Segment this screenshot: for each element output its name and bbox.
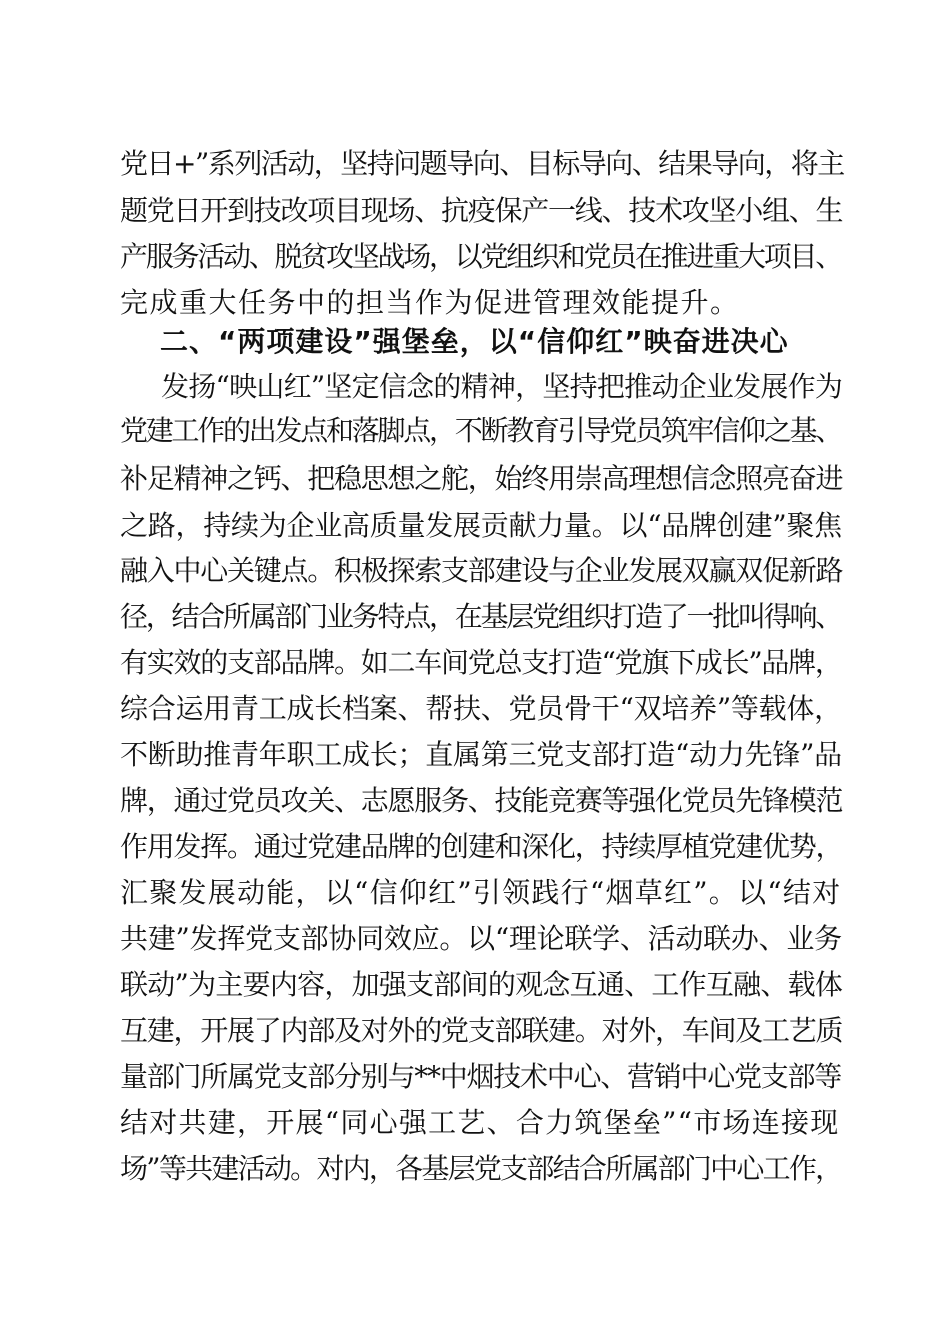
paragraph-line: 完成重大任务中的担当作为促进管理效能提升。	[120, 286, 740, 319]
paragraph-line: 综合运用青工成长档案、帮扶、党员骨干“双培养”等载体，	[120, 692, 842, 725]
paragraph-line: 牌，通过党员攻关、志愿服务、技能竞赛等强化党员先锋模范	[120, 784, 843, 817]
paragraph-line: 发扬“映山红”坚定信念的精神，坚持把推动企业发展作为	[161, 370, 843, 403]
paragraph-line: 融入中心关键点。积极探索支部建设与企业发展双赢双促新路	[120, 554, 843, 587]
paragraph-line: 共建”发挥党支部协同效应。以“理论联学、活动联办、业务	[120, 922, 842, 955]
paragraph-line: 之路，持续为企业高质量发展贡献力量。以“品牌创建”聚焦	[120, 509, 842, 542]
paragraph-line: 径，结合所属部门业务特点，在基层党组织打造了一批叫得响、	[120, 600, 842, 633]
paragraph-line: 结对共建，开展“同心强工艺、合力筑堡垒”“市场连接现	[120, 1106, 840, 1139]
paragraph-line: 产服务活动、脱贫攻坚战场，以党组织和党员在推进重大项目、	[120, 240, 842, 273]
paragraph-line: 场”等共建活动。对内，各基层党支部结合所属部门中心工作，	[120, 1152, 842, 1185]
paragraph-line: 互建，开展了内部及对外的党支部联建。对外，车间及工艺质	[120, 1014, 843, 1047]
paragraph-line: 党建工作的出发点和落脚点，不断教育引导党员筑牢信仰之基、	[120, 414, 842, 447]
paragraph-line: 不断助推青年职工成长；直属第三党支部打造“动力先锋”品	[120, 738, 842, 771]
paragraph-line: 量部门所属党支部分别与**中烟技术中心、营销中心党支部等	[120, 1060, 842, 1093]
paragraph-line: 作用发挥。通过党建品牌的创建和深化，持续厚植党建优势，	[120, 830, 843, 863]
paragraph-line: 联动”为主要内容，加强支部间的观念互通、工作互融、载体	[120, 968, 843, 1001]
paragraph-line: 党日+”系列活动，坚持问题导向、目标导向、结果导向，将主	[120, 147, 844, 180]
section-heading: 二、“两项建设”强堡垒，以“信仰红”映奋进决心	[160, 325, 789, 358]
paragraph-line: 补足精神之钙、把稳思想之舵，始终用崇高理想信念照亮奋进	[120, 462, 843, 495]
paragraph-line: 有实效的支部品牌。如二车间党总支打造“党旗下成长”品牌，	[120, 646, 842, 679]
paragraph-line: 题党日开到技改项目现场、抗疫保产一线、技术攻坚小组、生	[120, 194, 843, 227]
paragraph-line: 汇聚发展动能，以“信仰红”引领践行“烟草红”。以“结对	[120, 876, 842, 909]
